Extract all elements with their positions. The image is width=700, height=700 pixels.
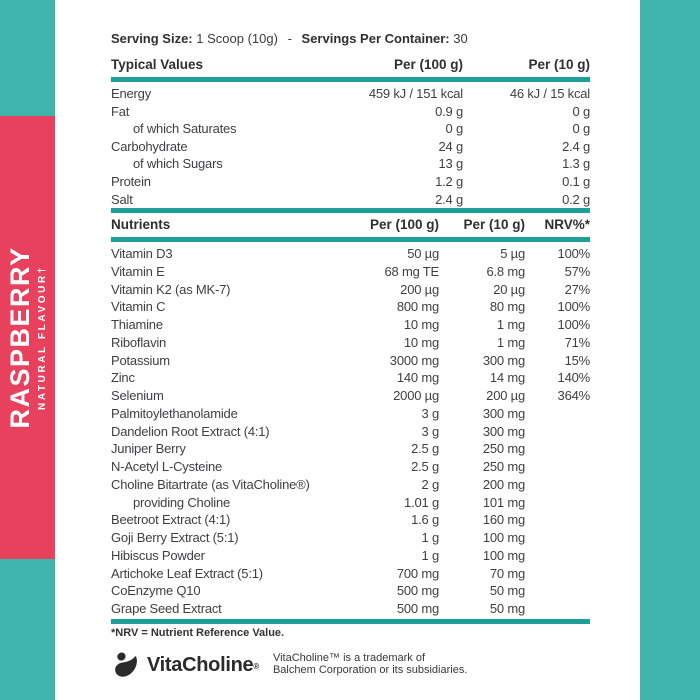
row-label: Beetroot Extract (4:1) (111, 512, 231, 528)
servings-per-container-label: Servings Per Container: (301, 31, 450, 46)
row-value-per10: 80 mg (489, 299, 525, 315)
row-value-per10: 0 g (572, 103, 590, 119)
row-value-nrv: 100% (557, 317, 590, 333)
table-row (111, 529, 590, 547)
flavor-note: NATURAL FLAVOUR† (37, 265, 48, 410)
table-row (111, 245, 590, 263)
table-row (111, 173, 590, 191)
row-label: Carbohydrate (111, 138, 188, 154)
row-value-per100: 800 mg (396, 299, 439, 315)
row-label: Hibiscus Powder (111, 547, 205, 563)
row-value-per10: 5 µg (500, 246, 525, 262)
table-row (111, 316, 590, 334)
row-value-nrv (525, 423, 590, 441)
row-value-nrv (525, 440, 590, 458)
nutrients-title: Nutrients (111, 217, 171, 233)
row-value-per10: 20 µg (493, 281, 525, 297)
table-row (111, 369, 590, 387)
row-value-per10: 250 mg (482, 441, 525, 457)
row-value-nrv (525, 494, 590, 512)
typical-per100-header: Per (100 g) (393, 57, 463, 72)
serving-size-label: Serving Size: (111, 31, 193, 46)
row-value-per100: 3 g (421, 405, 439, 421)
table-row (111, 387, 590, 405)
row-value-per100: 459 kJ / 151 kcal (368, 86, 463, 101)
table-row (111, 423, 590, 441)
row-value-nrv: 27% (564, 281, 590, 297)
row-value-per100: 0 g (445, 121, 463, 137)
row-label: Artichoke Leaf Extract (5:1) (111, 565, 263, 581)
row-label: Palmitoylethanolamide (111, 405, 238, 421)
vitacholine-logo (111, 650, 590, 681)
table-row (111, 405, 590, 423)
row-label: CoEnzyme Q10 (111, 583, 201, 599)
teal-rule (111, 77, 590, 82)
row-value-per10: 300 mg (482, 352, 525, 368)
teal-rule (111, 208, 590, 213)
row-label: Zinc (111, 370, 135, 386)
row-value-per10: 70 mg (489, 565, 525, 581)
vitacholine-logo-text (147, 650, 259, 680)
row-value-per100: 68 mg TE (384, 263, 439, 279)
table-row (111, 565, 590, 583)
nutrients-per100-header: Per (100 g) (369, 217, 439, 233)
row-value-per100: 13 g (438, 156, 463, 172)
row-value-per100: 2 g (421, 476, 439, 492)
trademark-line1: VitaCholine™ is a trademark of (272, 651, 426, 664)
row-label: of which Saturates (133, 121, 237, 137)
teal-rule (111, 619, 590, 624)
nutrients-per10-header: Per (10 g) (463, 217, 525, 233)
row-value-per10: 46 kJ / 15 kcal (509, 86, 590, 101)
row-value-per100: 50 µg (407, 246, 439, 262)
row-value-per10: 14 mg (489, 370, 525, 386)
row-label: of which Sugars (133, 156, 223, 172)
row-label: N-Acetyl L-Cysteine (111, 459, 223, 475)
row-label: providing Choline (133, 494, 231, 510)
row-value-per100: 1.01 g (404, 494, 439, 510)
flavor-banner-text (0, 116, 55, 559)
row-value-per100: 700 mg (396, 565, 439, 581)
row-value-per100: 10 mg (403, 334, 439, 350)
row-value-per10: 1.3 g (562, 156, 590, 172)
row-value-nrv: 100% (557, 246, 590, 262)
servings-per-container-value: 30 (453, 31, 468, 46)
row-value-per100: 2.4 g (435, 191, 463, 207)
row-label: Thiamine (111, 317, 163, 333)
right-teal-strip (640, 0, 700, 700)
row-value-per10: 250 mg (482, 459, 525, 475)
row-label: Selenium (111, 388, 164, 404)
table-row (111, 263, 590, 281)
row-value-per100: 140 mg (396, 370, 439, 386)
row-value-per100: 10 mg (403, 317, 439, 333)
row-value-per10: 50 mg (489, 583, 525, 599)
row-value-per100: 1.6 g (411, 512, 439, 528)
table-row (111, 298, 590, 316)
row-value-per10: 0.2 g (562, 191, 590, 207)
row-value-nrv: 140% (557, 370, 590, 386)
row-value-nrv (525, 547, 590, 565)
table-row (111, 440, 590, 458)
row-value-nrv (525, 600, 590, 618)
vitacholine-wordmark: VitaCholine (147, 653, 254, 676)
row-label: Vitamin D3 (111, 246, 173, 262)
row-value-per100: 500 mg (396, 583, 439, 599)
row-value-per100: 1 g (421, 547, 439, 563)
typical-values-rows (111, 85, 590, 208)
row-value-nrv: 15% (564, 352, 590, 368)
registered-mark: ® (253, 661, 259, 671)
trademark-line2: Balchem Corporation or its subsidiaries. (272, 664, 468, 677)
flavor-name: RASPBERRY (5, 246, 35, 429)
nutrients-nrv-header: NRV%* (544, 217, 590, 233)
table-row (111, 103, 590, 121)
row-value-per10: 50 mg (489, 601, 525, 617)
row-label: Goji Berry Extract (5:1) (111, 530, 239, 546)
row-label: Vitamin C (111, 299, 166, 315)
row-label: Choline Bitartrate (as VitaCholine®) (111, 476, 310, 492)
row-value-per100: 24 g (438, 138, 463, 154)
row-value-per10: 160 mg (482, 512, 525, 528)
row-value-per10: 300 mg (482, 423, 525, 439)
row-value-per10: 1 mg (496, 317, 525, 333)
typical-per10-header: Per (10 g) (528, 57, 590, 72)
row-value-per100: 3 g (421, 423, 439, 439)
flavor-banner (0, 116, 55, 559)
row-label: Vitamin E (111, 263, 165, 279)
row-value-nrv: 71% (564, 334, 590, 350)
table-row (111, 600, 590, 618)
row-value-nrv (525, 511, 590, 529)
nrv-footnote: *NRV = Nutrient Reference Value. (111, 626, 285, 639)
table-row (111, 582, 590, 600)
row-value-nrv (525, 565, 590, 583)
row-value-nrv (525, 582, 590, 600)
row-value-per10: 200 µg (486, 388, 525, 404)
table-row (111, 191, 590, 209)
typical-values-title: Typical Values (111, 57, 204, 72)
row-value-per100: 0.9 g (435, 103, 463, 119)
row-value-per10: 0 g (572, 121, 590, 137)
row-value-nrv (525, 476, 590, 494)
row-value-per10: 6.8 mg (486, 263, 525, 279)
table-row (111, 281, 590, 299)
table-row (111, 85, 590, 103)
row-value-per10: 300 mg (482, 405, 525, 421)
serving-size-value: 1 Scoop (10g) (196, 31, 278, 46)
row-value-nrv (525, 458, 590, 476)
row-value-nrv: 100% (557, 299, 590, 315)
serving-line (111, 31, 590, 47)
table-row (111, 476, 590, 494)
row-value-per100: 500 mg (396, 601, 439, 617)
typical-values-header (111, 57, 590, 73)
row-value-per10: 101 mg (482, 494, 525, 510)
row-value-nrv: 364% (557, 388, 590, 404)
row-label: Potassium (111, 352, 170, 368)
row-value-per10: 100 mg (482, 530, 525, 546)
row-value-per10: 200 mg (482, 476, 525, 492)
row-value-nrv: 57% (564, 263, 590, 279)
row-label: Protein (111, 173, 151, 189)
row-value-per10: 100 mg (482, 547, 525, 563)
vitacholine-leaf-icon (111, 651, 141, 681)
table-row (111, 334, 590, 352)
table-row (111, 138, 590, 156)
table-row (111, 494, 590, 512)
table-row (111, 547, 590, 565)
row-label: Energy (111, 86, 151, 101)
table-row (111, 155, 590, 173)
row-value-per100: 2.5 g (411, 459, 439, 475)
table-row (111, 511, 590, 529)
row-label: Salt (111, 191, 133, 207)
row-value-per100: 2.5 g (411, 441, 439, 457)
table-row (111, 458, 590, 476)
row-value-per100: 1 g (421, 530, 439, 546)
row-label: Vitamin K2 (as MK-7) (111, 281, 231, 297)
row-value-nrv (525, 529, 590, 547)
row-value-per100: 2000 µg (393, 388, 439, 404)
row-label: Dandelion Root Extract (4:1) (111, 423, 270, 439)
teal-rule (111, 237, 590, 242)
row-label: Juniper Berry (111, 441, 186, 457)
table-row (111, 120, 590, 138)
row-label: Grape Seed Extract (111, 601, 222, 617)
row-value-per100: 200 µg (400, 281, 439, 297)
trademark-note (273, 652, 467, 677)
serving-separator: - (287, 31, 292, 46)
row-value-per100: 1.2 g (435, 173, 463, 189)
nutrients-rows (111, 245, 590, 618)
label-content (55, 0, 640, 700)
row-value-per100: 3000 mg (389, 352, 439, 368)
row-value-nrv (525, 405, 590, 423)
row-label: Riboflavin (111, 334, 167, 350)
table-row (111, 352, 590, 370)
row-label: Fat (111, 103, 130, 119)
nutrients-header (111, 217, 590, 233)
row-value-per10: 1 mg (496, 334, 525, 350)
row-value-per10: 0.1 g (562, 173, 590, 189)
row-value-per10: 2.4 g (562, 138, 590, 154)
